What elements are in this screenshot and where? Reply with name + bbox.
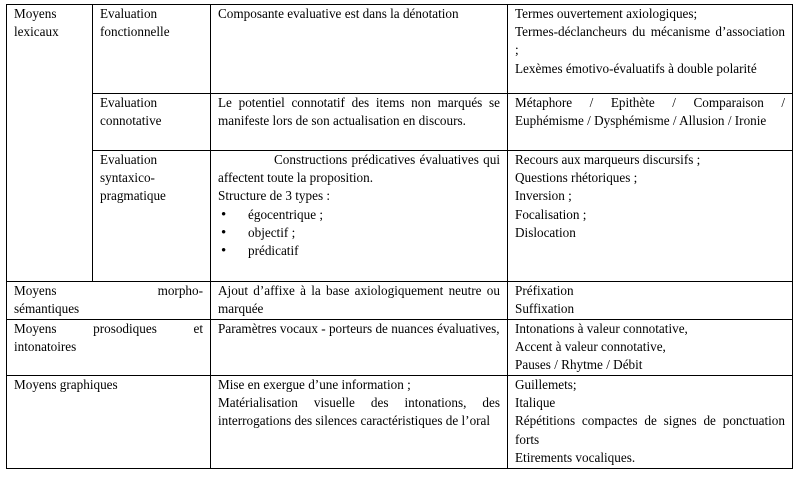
category-label-line: Moyens bbox=[14, 6, 57, 21]
type-label-line: Evaluation bbox=[100, 6, 158, 21]
description-cell bbox=[211, 376, 508, 469]
category-cell-prosodic bbox=[7, 320, 211, 376]
type-label-line: connotative bbox=[100, 113, 162, 129]
means-item: Focalisation ; bbox=[515, 206, 587, 222]
means-item: Dislocation bbox=[515, 224, 576, 240]
description-cell: Paramètres vocaux - porteurs de nuances évaluatives, bbox=[211, 320, 508, 376]
category-cell-morpho bbox=[7, 282, 211, 320]
means-item: Italique bbox=[515, 395, 556, 411]
means-cell bbox=[508, 282, 793, 320]
category-label-line: lexicaux bbox=[14, 24, 59, 40]
category-label-line bbox=[14, 282, 203, 300]
means-item: Etirements vocaliques. bbox=[515, 449, 636, 465]
structure-types-list bbox=[218, 206, 500, 261]
type-cell-fonctionnelle bbox=[93, 5, 211, 94]
means-item: Questions rhétoriques ; bbox=[515, 170, 638, 186]
category-word: morpho- bbox=[157, 283, 203, 298]
means-item: Accent à valeur connotative, bbox=[515, 339, 666, 355]
table-row bbox=[7, 5, 793, 94]
description-text: Mise en exergue d’une information ; bbox=[218, 377, 411, 392]
description-cell: Composante evaluative est dans la dénotation bbox=[211, 5, 508, 94]
description-cell: Le potentiel connotatif des items non marqués se manifeste lors de son actualisation en discours. bbox=[211, 94, 508, 151]
means-item: Termes-déclancheurs du mécanisme d’association ; bbox=[515, 24, 785, 58]
means-item: Intonations à valeur connotative, bbox=[515, 321, 688, 336]
type-label-line: Evaluation bbox=[100, 95, 158, 110]
category-label-line: sémantiques bbox=[14, 301, 80, 317]
means-item: Suffixation bbox=[515, 301, 575, 317]
description-text: Constructions prédicatives évaluatives qui affectent toute la proposition. bbox=[218, 152, 500, 186]
means-cell bbox=[508, 151, 793, 282]
category-cell-graphic: Moyens graphiques bbox=[7, 376, 211, 469]
category-cell-lexical bbox=[7, 5, 93, 282]
means-cell: Métaphore / Epithète / Comparaison / Euphémisme / Dysphémisme / Allusion / Ironie bbox=[508, 94, 793, 151]
table-row bbox=[7, 282, 793, 320]
type-label-line: fonctionnelle bbox=[100, 24, 170, 40]
table-row bbox=[7, 376, 793, 469]
type-label-line: Evaluation bbox=[100, 152, 158, 167]
means-item: Guillemets; bbox=[515, 377, 577, 392]
structure-label: Structure de 3 types : bbox=[218, 188, 331, 204]
category-label-line: intonatoires bbox=[14, 339, 77, 355]
type-cell-connotative bbox=[93, 94, 211, 151]
category-word: prosodiques bbox=[93, 321, 157, 336]
category-label-line bbox=[14, 320, 203, 338]
means-cell bbox=[508, 376, 793, 469]
list-item: • égocentrique ; bbox=[218, 206, 500, 224]
description-text: Matérialisation visuelle des intonations, des interrogations des silences caractéristiques de l’oral bbox=[218, 395, 500, 429]
means-item: Répétitions compactes de signes de ponctuation forts bbox=[515, 413, 785, 447]
table-row bbox=[7, 151, 793, 282]
table-row bbox=[7, 320, 793, 376]
list-item: • prédicatif bbox=[218, 242, 500, 260]
category-word: Moyens bbox=[14, 283, 57, 298]
means-item: Termes ouvertement axiologiques; bbox=[515, 6, 698, 21]
type-label-line: pragmatique bbox=[100, 188, 166, 204]
type-cell-syntaxico-pragmatique bbox=[93, 151, 211, 282]
means-cell bbox=[508, 320, 793, 376]
means-item: Lexèmes émotivo-évaluatifs à double polarité bbox=[515, 60, 757, 76]
category-word: Moyens bbox=[14, 321, 57, 336]
description-cell: Ajout d’affixe à la base axiologiquement neutre ou marquée bbox=[211, 282, 508, 320]
means-item: Recours aux marqueurs discursifs ; bbox=[515, 152, 701, 167]
means-cell bbox=[508, 5, 793, 94]
means-item: Inversion ; bbox=[515, 188, 572, 204]
table-row bbox=[7, 94, 793, 151]
means-item: Préfixation bbox=[515, 283, 574, 298]
category-word: et bbox=[193, 321, 203, 336]
evaluation-means-table bbox=[6, 4, 793, 469]
type-label-line: syntaxico- bbox=[100, 170, 155, 186]
description-cell bbox=[211, 151, 508, 282]
list-item: • objectif ; bbox=[218, 224, 500, 242]
means-item: Pauses / Rhytme / Débit bbox=[515, 357, 643, 373]
